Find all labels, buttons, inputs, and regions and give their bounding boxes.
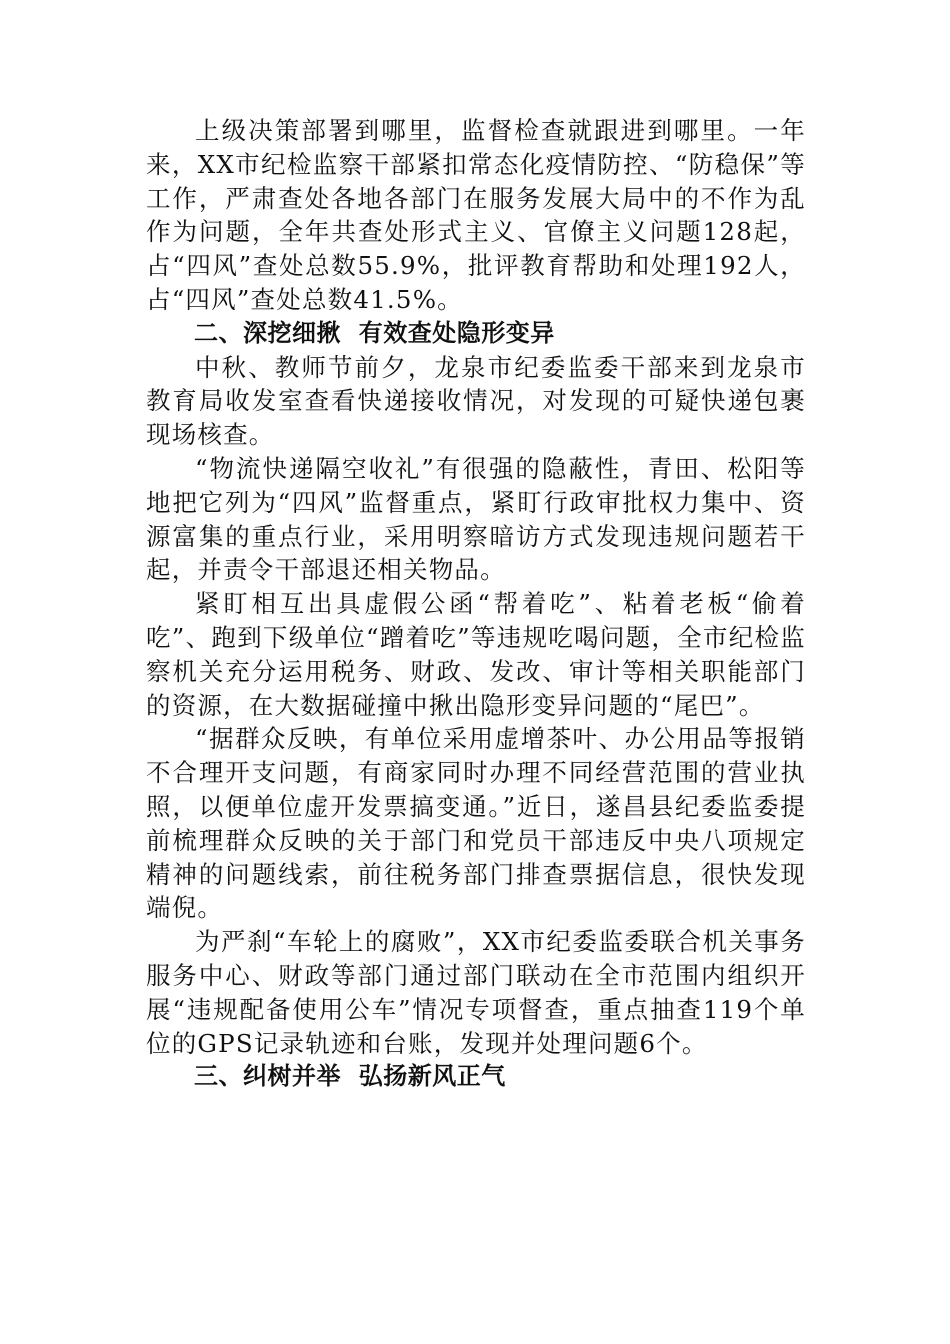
- paragraph-supervision-summary: 上级决策部署到哪里，监督检查就跟进到哪里。一年来，XX市纪检监察干部紧扣常态化疫情防控、“防稳保”等工作，严肃查处各地各部门在服务发展大局中的不作为乱作为问题，全年共查处形式主义、官僚主义问题128起，占“四风”查处总数55.9%，批评教育帮助和处理192人，占“四风”查处总数41.5%。: [146, 116, 806, 314]
- paragraph-longquan-express-check: 中秋、教师节前夕，龙泉市纪委监委干部来到龙泉市教育局收发室查看快递接收情况，对发现的可疑快递包裹现场核查。: [146, 352, 806, 450]
- paragraph-logistics-gifts: “物流快递隔空收礼”有很强的隐蔽性，青田、松阳等地把它列为“四风”监督重点，紧盯行政审批权力集中、资源富集的重点行业，采用明察暗访方式发现违规问题若干起，并责令干部退还相关物品。: [146, 453, 806, 585]
- document-body: [146, 114, 806, 1094]
- paragraph-official-cars: 为严刹“车轮上的腐败”，XX市纪委监委联合机关事务服务中心、财政等部门通过部门联动在全市范围内组织开展“违规配备使用公车”情况专项督查，重点抽查119个单位的GPS记录轨迹和台账，发现并处理问题6个。: [146, 927, 806, 1058]
- section-heading-3: 三、纠树并举 弘扬新风正气: [194, 1062, 506, 1091]
- section-heading-2: 二、深挖细揪 有效查处隐形变异: [194, 318, 555, 347]
- paragraph-suichang-invoices: “据群众反映，有单位采用虚增茶叶、办公用品等报销不合理开支问题，有商家同时办理不同经营范围的营业执照，以便单位虚开发票搞变通。”近日，遂昌县纪委监委提前梳理群众反映的关于部门和党员干部违反中央八项规定精神的问题线索，前往税务部门排查票据信息，很快发现端倪。: [146, 724, 806, 923]
- paragraph-illegal-dining: 紧盯相互出具虚假公函“帮着吃”、粘着老板“偷着吃”、跑到下级单位“蹭着吃”等违规吃喝问题，全市纪检监察机关充分运用税务、财政、发改、审计等相关职能部门的资源，在大数据碰撞中揪出隐形变异问题的“尾巴”。: [146, 589, 806, 720]
